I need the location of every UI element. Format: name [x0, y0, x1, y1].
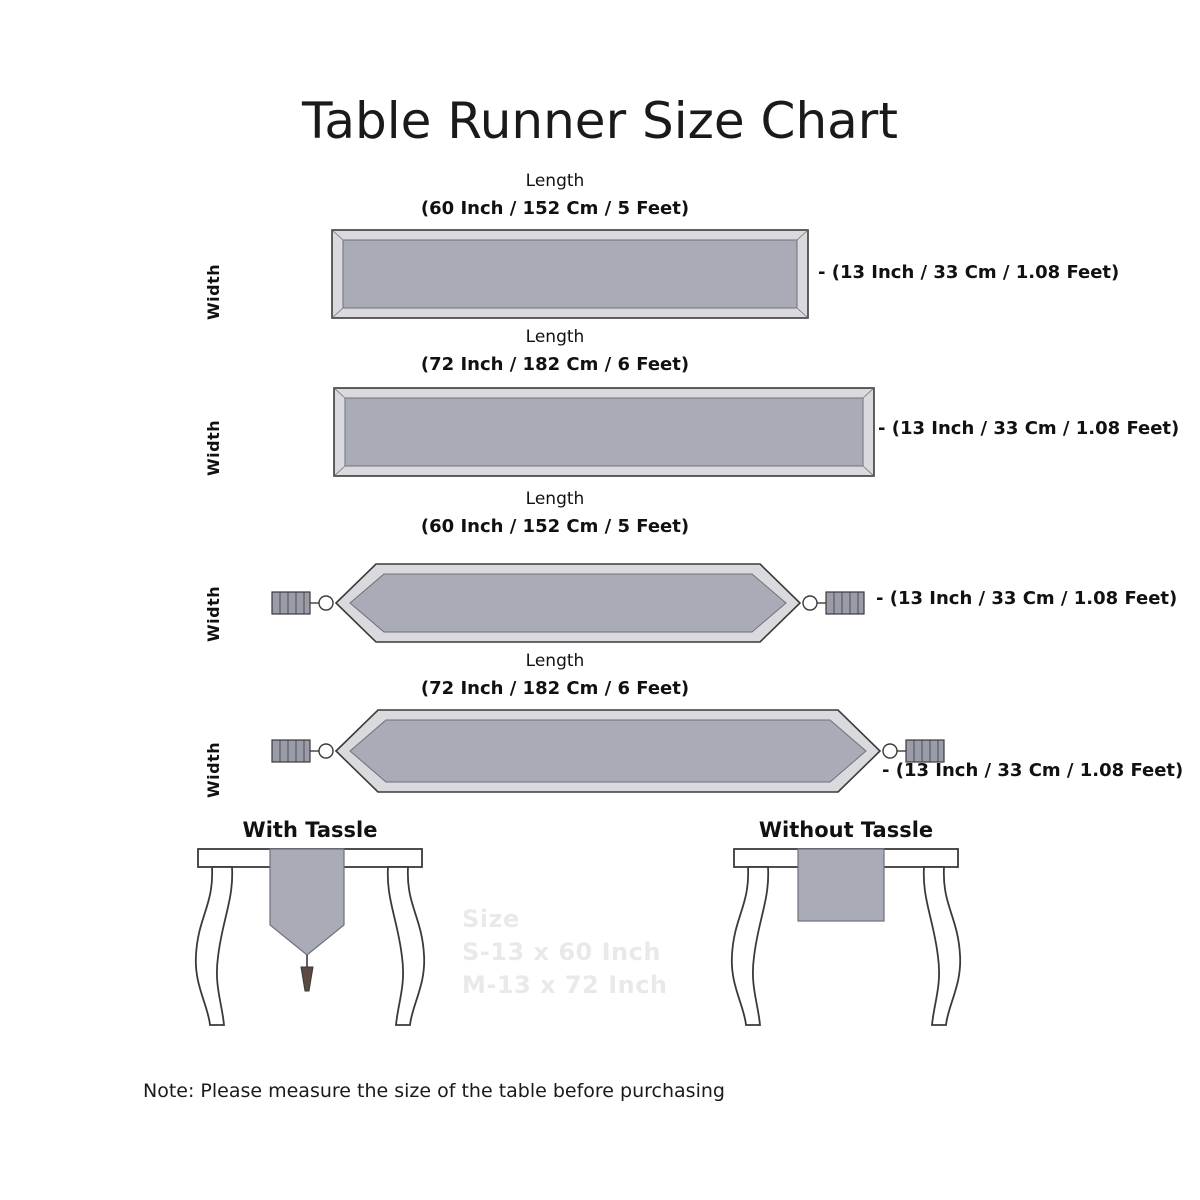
width-value-row2: - (13 Inch / 33 Cm / 1.08 Feet) [878, 418, 1180, 439]
width-value-row1: - (13 Inch / 33 Cm / 1.08 Feet) [818, 262, 1120, 283]
without-tassle-title: Without Tassle [758, 818, 934, 842]
width-label-row1: Width [204, 263, 223, 320]
with-tassle-title: With Tassle [242, 818, 378, 842]
width-value-row3: - (13 Inch / 33 Cm / 1.08 Feet) [876, 588, 1178, 609]
runner-shape-72-plain [332, 386, 876, 482]
length-label-row3: Length (60 Inch / 152 Cm / 5 Feet) [420, 489, 690, 537]
page-title: Table Runner Size Chart [302, 92, 898, 150]
width-value-row4: - (13 Inch / 33 Cm / 1.08 Feet) [882, 760, 1184, 781]
runner-shape-72-tassle [268, 700, 948, 808]
ghost-text-size-s: S-13 x 60 Inch [462, 938, 661, 966]
ghost-text-size-m: M-13 x 72 Inch [462, 971, 668, 999]
length-label-row4: Length (72 Inch / 182 Cm / 6 Feet) [420, 651, 690, 699]
width-label-row2: Width [204, 419, 223, 476]
runner-shape-60-plain [330, 228, 810, 324]
note-text: Note: Please measure the size of the table before purchasing [143, 1080, 725, 1102]
ghost-text-size: Size [462, 905, 520, 933]
length-label-row2: Length (72 Inch / 182 Cm / 6 Feet) [420, 327, 690, 375]
table-illustration-with-tassle [180, 845, 440, 1049]
width-label-row4: Width [204, 741, 223, 798]
table-illustration-without-tassle [716, 845, 976, 1049]
runner-shape-60-tassle [268, 552, 868, 660]
length-label-row1: Length (60 Inch / 152 Cm / 5 Feet) [420, 171, 690, 219]
width-label-row3: Width [204, 585, 223, 642]
